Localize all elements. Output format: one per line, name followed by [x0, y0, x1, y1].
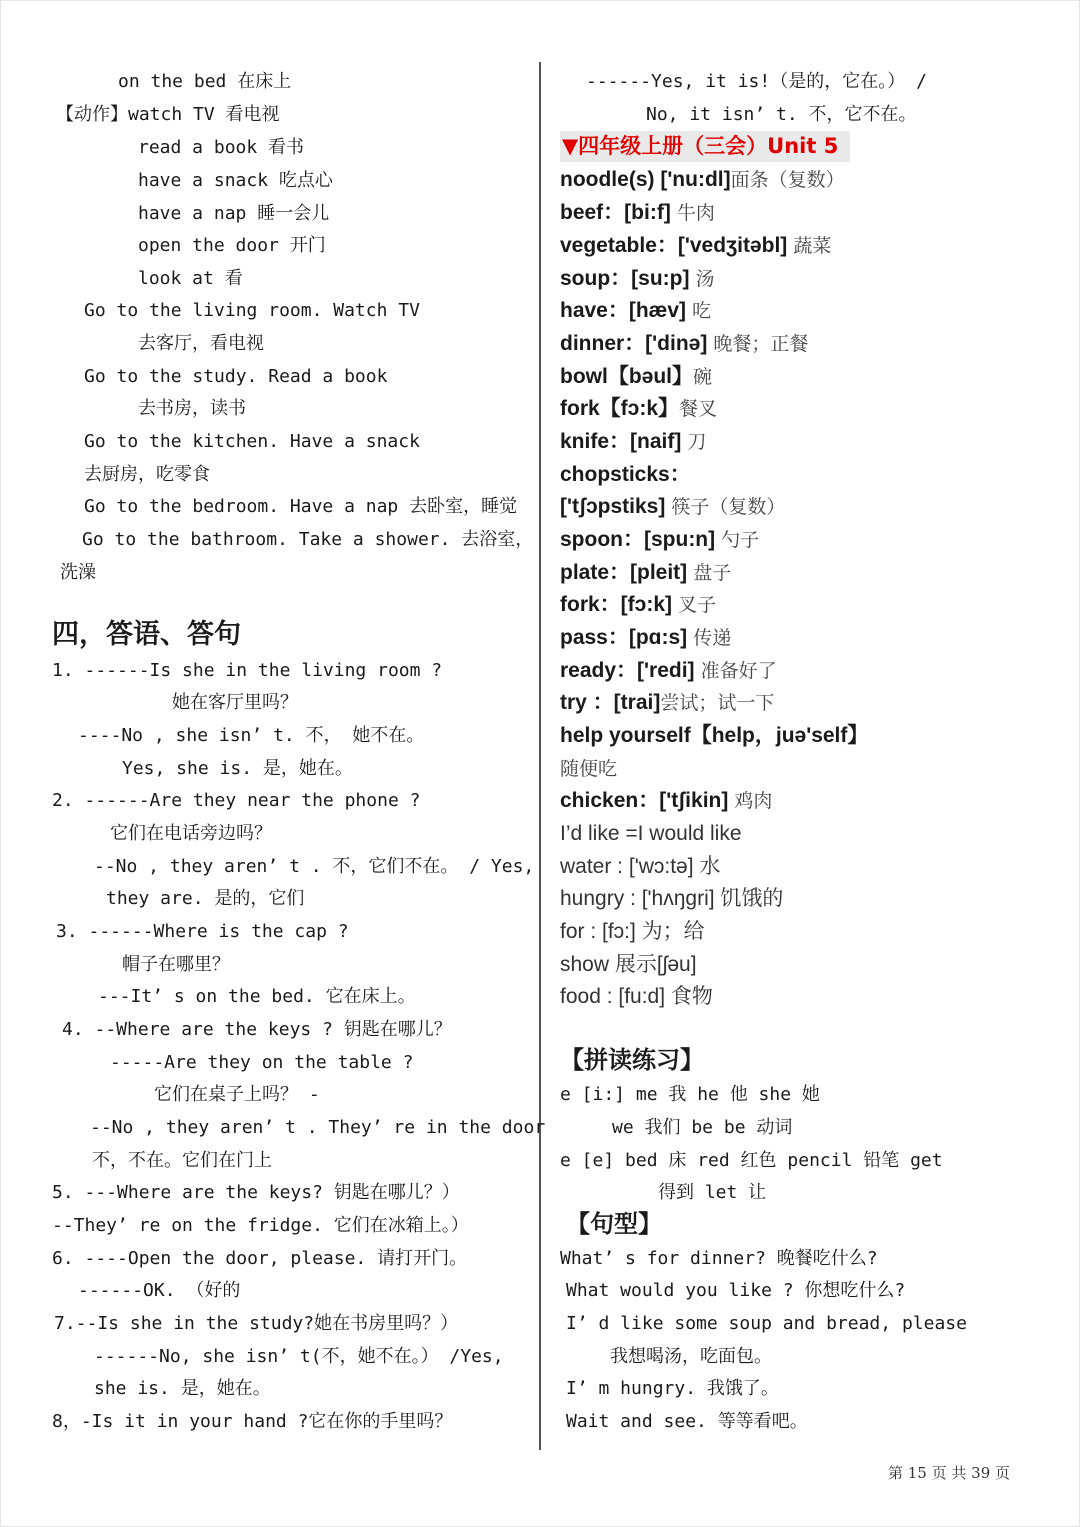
vocab-cn: 汤	[689, 268, 715, 290]
text-line: open the door 开门	[138, 235, 326, 256]
vocab-en: help yourself【help，juə'self】	[560, 724, 869, 747]
vocab-entry	[560, 755, 617, 783]
text-line: Go to the bedroom. Have a nap 去卧室，睡觉	[84, 496, 518, 517]
qa-line: 3. ------Where is the cap ?	[56, 921, 349, 942]
qa-line: 不，不在。它们在门上	[92, 1150, 272, 1171]
vocab-en: try ：[trai]	[560, 691, 661, 714]
qa-line: 8，-Is it in your hand ?它在你的手里吗？	[52, 1411, 453, 1432]
page-number: 第 15 页 共 39 页	[888, 1464, 1011, 1482]
vocab-cn: 餐叉	[679, 398, 718, 420]
vocab-cn: 面条（复数）	[730, 169, 845, 191]
vocab-entry	[560, 493, 785, 521]
qa-line: 它们在电话旁边吗？	[110, 823, 272, 844]
text-line: hungry : ['hʌŋgri] 饥饿的	[560, 887, 784, 910]
vocab-entry	[560, 591, 716, 619]
qa-line: they are. 是的，它们	[106, 888, 305, 909]
qa-line: ---It’ s on the bed. 它在床上。	[98, 986, 416, 1007]
section-heading: 四，答语、答句	[52, 619, 241, 650]
vocab-entry	[560, 722, 868, 750]
vocab-cn: 碗	[693, 366, 713, 388]
vocab-cn: 尝试；试一下	[660, 692, 775, 714]
vocab-cn: 筷子（复数）	[665, 496, 786, 518]
text-line: have a snack 吃点心	[138, 170, 333, 191]
vocab-entry	[560, 363, 712, 391]
text-line: look at 看	[138, 268, 243, 289]
vocab-entry	[560, 297, 711, 325]
text-line: What’ s for dinner? 晚餐吃什么?	[560, 1248, 878, 1269]
vocab-entry	[560, 232, 831, 260]
vocab-en: pass：[pɑ:s]	[560, 626, 688, 649]
text-line: Go to the bathroom. Take a shower. 去浴室，	[82, 529, 534, 550]
qa-line: 她在客厅里吗？	[172, 692, 298, 713]
vocab-en: chicken：['tʃikin]	[560, 789, 729, 812]
text-line: food : [fu:d] 食物	[560, 985, 713, 1008]
text-line: Go to the living room. Watch TV	[84, 300, 420, 321]
vocab-entry	[560, 689, 774, 717]
qa-line: ------No, she isn’ t(不，她不在。） /Yes,	[94, 1346, 504, 1367]
qa-line: ----No , she isn’ t. 不， 她不在。	[78, 725, 425, 746]
vocab-en: ready：['redi]	[560, 659, 695, 682]
qa-line: 7.--Is she in the study?她在书房里吗？）	[54, 1313, 459, 1334]
vocab-en: have：[hæv]	[560, 299, 687, 322]
vocab-entry	[560, 166, 845, 194]
text-line: What would you like ? 你想吃什么?	[566, 1280, 906, 1301]
qa-line: 4. --Where are the keys ? 钥匙在哪儿？	[62, 1019, 452, 1040]
unit-title: ▼四年级上册（三会）Unit 5	[562, 134, 839, 158]
vocab-en: dinner：['dinə]	[560, 332, 708, 355]
qa-line: ------OK. （好的	[78, 1280, 241, 1301]
qa-line: --They’ re on the fridge. 它们在冰箱上。）	[52, 1215, 469, 1236]
text-line: e [e] bed 床 red 红色 pencil 铅笔 get	[560, 1150, 943, 1171]
vocab-entry	[560, 428, 706, 456]
vocab-en: fork【fɔ:k】	[560, 397, 680, 420]
text-line: I’d like =I would like	[560, 822, 742, 845]
vocab-cn: 勺子	[715, 529, 760, 551]
vocab-cn: 晚餐；正餐	[707, 333, 809, 355]
text-line: 得到 let 让	[658, 1182, 767, 1203]
vocab-en: beef：[bi:f]	[560, 201, 671, 224]
text-line: 洗澡	[60, 562, 96, 583]
vocab-en: fork：[fɔ:k]	[560, 593, 673, 616]
vocab-cn: 蔬菜	[787, 235, 832, 257]
text-line: for : [fɔ:] 为；给	[560, 920, 705, 943]
vocab-cn: 牛肉	[670, 202, 715, 224]
text-line: e [i:] me 我 he 他 she 她	[560, 1084, 820, 1105]
vocab-entry	[560, 526, 759, 554]
text-line: No, it isn’ t. 不，它不在。	[646, 104, 917, 125]
vocab-en: ['tʃɔpstiks]	[560, 495, 666, 518]
vocab-en: bowl【bəul】	[560, 365, 693, 388]
vocab-en: plate：[pleit]	[560, 561, 688, 584]
vocab-cn: 盘子	[687, 562, 732, 584]
text-line: have a nap 睡一会儿	[138, 203, 330, 224]
vocab-cn: 鸡肉	[728, 790, 773, 812]
column-divider	[539, 62, 541, 1450]
vocab-cn: 随便吃	[560, 758, 618, 780]
qa-line: --No , they aren’ t . They’ re in the door	[90, 1117, 546, 1138]
text-line: show 展示[ʃəu]	[560, 953, 697, 976]
vocab-cn: 吃	[686, 300, 712, 322]
vocab-entry	[560, 395, 717, 423]
text-line: read a book 看书	[138, 137, 305, 158]
text-line: 我想喝汤，吃面包。	[610, 1346, 772, 1367]
vocab-en: spoon：[spu:n]	[560, 528, 716, 551]
vocab-en: chopsticks：	[560, 463, 691, 486]
qa-line: 帽子在哪里？	[122, 954, 230, 975]
vocab-entry	[560, 330, 808, 358]
qa-line: 6. ----Open the door, please. 请打开门。	[52, 1248, 468, 1269]
qa-line: 1. ------Is she in the living room ?	[52, 660, 443, 681]
text-line: water : ['wɔ:tə] 水	[560, 855, 721, 878]
vocab-en: knife：[naif]	[560, 430, 682, 453]
vocab-entry	[560, 461, 691, 489]
qa-line: Yes, she is. 是，她在。	[122, 758, 353, 779]
vocab-entry	[560, 265, 715, 293]
vocab-cn: 叉子	[672, 594, 717, 616]
vocab-en: vegetable：['vedʒitəbl]	[560, 234, 788, 257]
vocab-en: soup：[su:p]	[560, 267, 690, 290]
qa-line: 2. ------Are they near the phone ?	[52, 790, 421, 811]
vocab-entry	[560, 559, 731, 587]
qa-line: --No , they aren’ t . 不，它们不在。 / Yes,	[94, 856, 535, 877]
vocab-entry	[560, 199, 715, 227]
qa-line: 5. ---Where are the keys? 钥匙在哪儿？）	[52, 1182, 460, 1203]
vocab-en: noodle(s) ['nu:dl]	[560, 168, 731, 191]
text-line: 去厨房，吃零食	[84, 464, 210, 485]
text-line: Go to the kitchen. Have a snack	[84, 431, 420, 452]
qa-line: -----Are they on the table ?	[110, 1052, 414, 1073]
text-line: 【动作】watch TV 看电视	[56, 104, 280, 125]
qa-line: she is. 是，她在。	[94, 1378, 271, 1399]
vocab-cn: 准备好了	[694, 660, 777, 682]
section-heading: 【句型】	[566, 1210, 662, 1238]
text-line: on the bed 在床上	[118, 71, 292, 92]
vocab-entry	[560, 657, 777, 685]
text-line: ------Yes, it is!（是的，它在。） /	[586, 71, 927, 92]
text-line: 去书房，读书	[138, 398, 246, 419]
text-line: we 我们 be be 动词	[612, 1117, 793, 1138]
vocab-cn: 传递	[687, 627, 732, 649]
section-heading: 【拼读练习】	[560, 1046, 704, 1074]
qa-line: 它们在桌子上吗？ -	[154, 1084, 320, 1105]
vocab-entry	[560, 787, 772, 815]
text-line: Wait and see. 等等看吧。	[566, 1411, 808, 1432]
vocab-entry	[560, 624, 731, 652]
text-line: 去客厅，看电视	[138, 333, 264, 354]
text-line: Go to the study. Read a book	[84, 366, 388, 387]
text-line: I’ m hungry. 我饿了。	[566, 1378, 779, 1399]
vocab-cn: 刀	[681, 431, 707, 453]
text-line: I’ d like some soup and bread, please	[566, 1313, 967, 1334]
